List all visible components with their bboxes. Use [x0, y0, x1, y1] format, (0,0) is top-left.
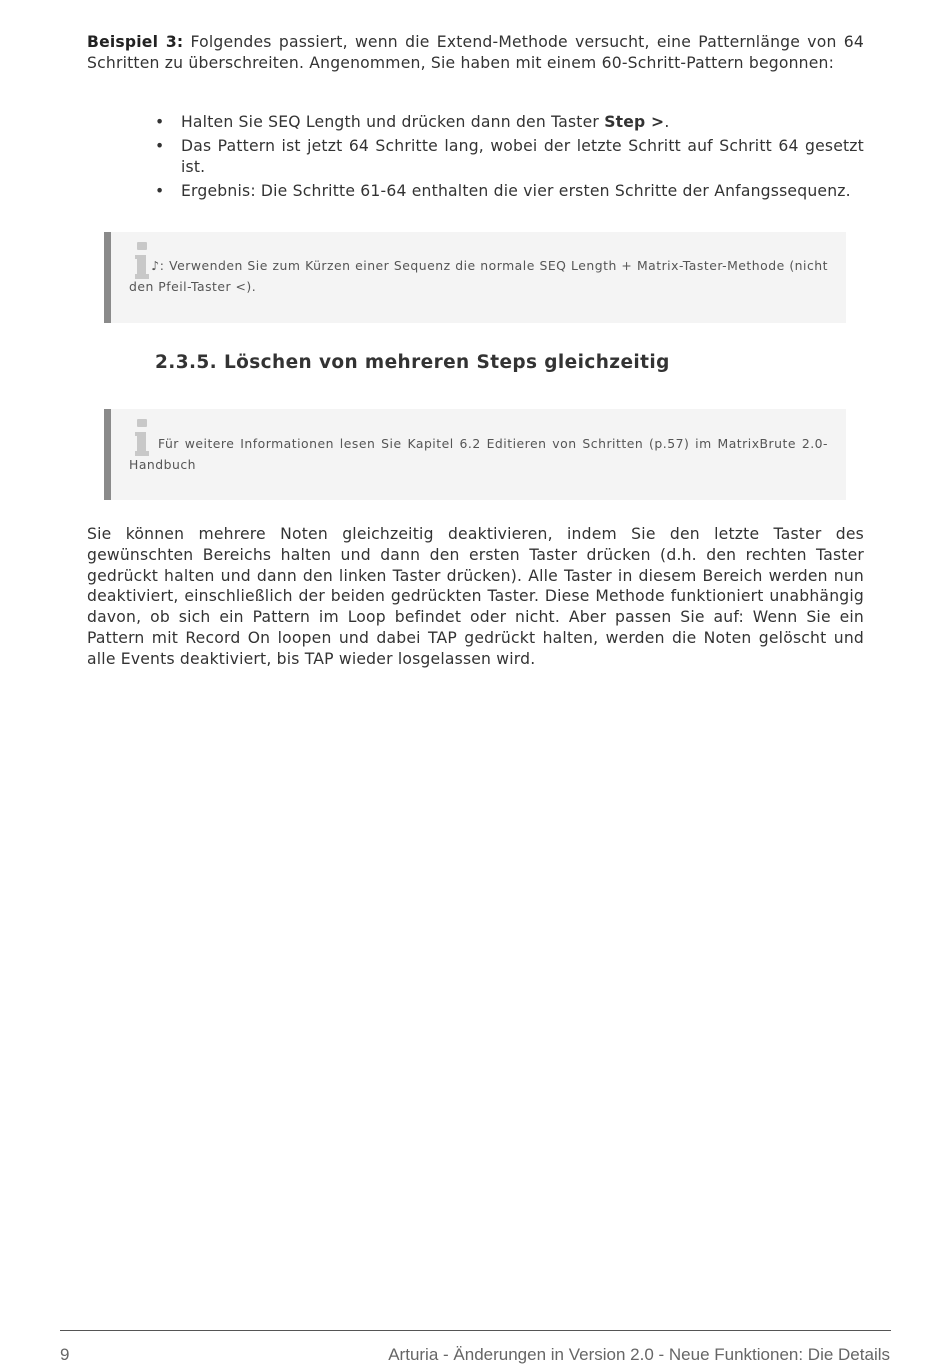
note-text-wrap	[129, 434, 828, 475]
note-text: Für weitere Informationen lesen Sie Kapitel 6.2 Editieren von Schritten (p.57) im MatrixBrute 2.0-Handbuch	[129, 436, 828, 472]
step-key-label: Step >	[604, 113, 665, 131]
note-text: ♪: Verwenden Sie zum Kürzen einer Sequenz die normale SEQ Length + Matrix-Taster-Methode (nicht den Pfeil-Taster <).	[129, 258, 828, 294]
page-number: 9	[60, 1345, 70, 1364]
list-item-text: Halten Sie SEQ Length und drücken dann den Taster	[181, 113, 605, 131]
bullet-marker: •	[155, 113, 165, 131]
list-item	[155, 136, 864, 178]
footer-divider	[60, 1330, 891, 1331]
info-note	[104, 409, 846, 500]
list-item-text: Ergebnis: Die Schritte 61-64 enthalten die vier ersten Schritte der Anfangssequenz.	[181, 182, 851, 200]
list-item	[155, 181, 864, 202]
bullet-marker: •	[155, 137, 165, 155]
list-item	[155, 112, 864, 133]
bullet-list	[155, 112, 864, 205]
list-item-end: .	[664, 113, 670, 131]
footer-title: Arturia - Änderungen in Version 2.0 - Neue Funktionen: Die Details	[388, 1345, 890, 1364]
note-text-wrap	[129, 256, 828, 297]
info-note	[104, 232, 846, 323]
example-label: Beispiel 3:	[87, 33, 184, 51]
list-item-text: Das Pattern ist jetzt 64 Schritte lang, wobei der letzte Schritt auf Schritt 64 gesetzt ist.	[181, 137, 864, 176]
bullet-marker: •	[155, 182, 165, 200]
intro-text: Folgendes passiert, wenn die Extend-Methode versucht, eine Patternlänge von 64 Schritten zu überschreiten. Angenommen, Sie haben mit einem 60-Schritt-Pattern begonnen:	[87, 33, 864, 72]
body-paragraph: Sie können mehrere Noten gleichzeitig deaktivieren, indem Sie den letzte Taster des gewünschten Bereichs halten und dann den ersten Taster drücken (d.h. den rechten Taster gedrückt halten und dann den linken Taster drücken). Alle Taster in diesem Bereich werden nun deaktiviert, einschließlich der beiden gedrückten Taster. Diese Methode funktioniert unabhängig davon, ob sich ein Pattern im Loop befindet oder nicht. Aber passen Sie auf: Wenn Sie ein Pattern mit Record On loopen und dabei TAP gedrückt halten, werden die Noten gelöscht und alle Events deaktiviert, bis TAP wieder losgelassen wird.	[87, 525, 864, 668]
intro-paragraph	[87, 32, 864, 74]
section-heading: 2.3.5. Löschen von mehreren Steps gleichzeitig	[155, 352, 670, 373]
